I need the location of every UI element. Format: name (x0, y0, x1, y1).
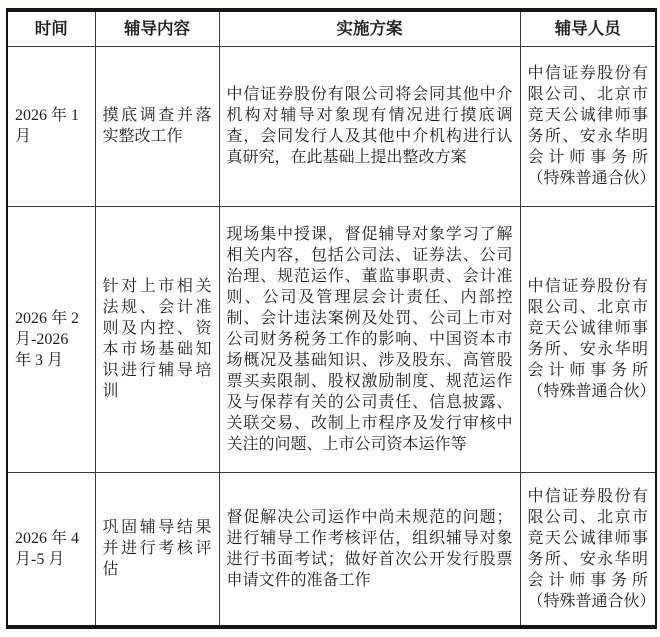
header-cell-time: 时间 (7, 10, 95, 46)
content-cell: 针对上市相关法规、会计准则及内控、资本市场基础知识进行辅导培训 (95, 206, 219, 472)
table-header-row (7, 10, 656, 46)
table-row (7, 472, 656, 627)
personnel-cell: 中信证券股份有限公司、北京市竞天公诚律师事务所、安永华明会计师事务所（特殊普通合伙） (520, 206, 656, 472)
guidance-schedule-table (6, 8, 657, 629)
personnel-cell: 中信证券股份有限公司、北京市竞天公诚律师事务所、安永华明会计师事务所（特殊普通合伙） (520, 472, 656, 627)
plan-cell: 现场集中授课，督促辅导对象学习了解相关内容，包括公司法、证券法、公司治理、规范运作、董监事职责、会计准则、公司及管理层会计责任、内部控制、会计违法案例及处罚、公司上市对公司财务税务工作的影响、中国资本市场概况及基础知识、涉及股东、高管股票买卖限制、股权激励制度、规范运作及与保荐有关的公司责任、信息披露、关联交易、改制上市程序及发行审核中关注的问题、上市公司资本运作等 (219, 206, 520, 472)
plan-cell: 督促解决公司运作中尚未规范的问题；进行辅导工作考核评估，组织辅导对象进行书面考试；做好首次公开发行股票申请文件的准备工作 (219, 472, 520, 627)
content-cell: 巩固辅导结果并进行考核评估 (95, 472, 219, 627)
header-cell-plan: 实施方案 (219, 10, 520, 46)
plan-cell: 中信证券股份有限公司将会同其他中介机构对辅导对象现有情况进行摸底调查，会同发行人及其他中介机构进行认真研究，在此基础上提出整改方案 (219, 46, 520, 206)
time-cell: 2026 年 2 月-2026 年 3 月 (7, 206, 95, 472)
header-cell-content: 辅导内容 (95, 10, 219, 46)
header-cell-personnel: 辅导人员 (520, 10, 656, 46)
personnel-cell: 中信证券股份有限公司、北京市竞天公诚律师事务所、安永华明会计师事务所（特殊普通合伙） (520, 46, 656, 206)
content-cell: 摸底调查并落实整改工作 (95, 46, 219, 206)
table-row (7, 206, 656, 472)
time-cell: 2026 年 1 月 (7, 46, 95, 206)
table-row (7, 46, 656, 206)
time-cell: 2026 年 4 月-5 月 (7, 472, 95, 627)
